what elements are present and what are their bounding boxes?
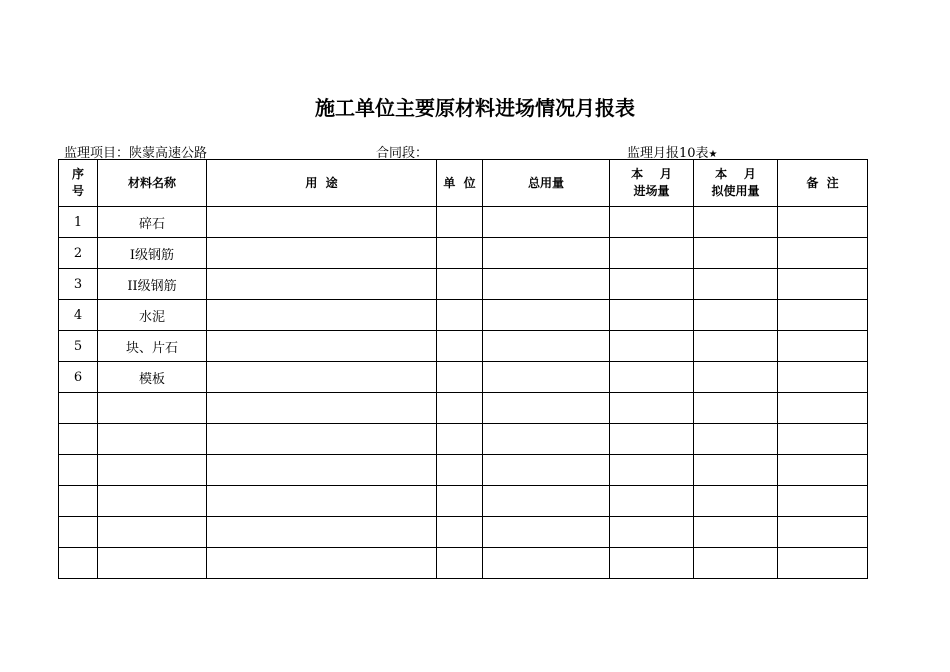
header-month-plan (694, 160, 778, 207)
header-seq-line-2: 号 (71, 184, 84, 198)
cell-remark (778, 517, 868, 548)
header-remark: 备 注 (778, 160, 868, 207)
table-row (59, 393, 868, 424)
cell-remark (778, 548, 868, 579)
cell-seq (59, 393, 98, 424)
table-row (59, 269, 868, 300)
cell-month-plan (694, 455, 778, 486)
table-row (59, 548, 868, 579)
cell-month-plan (694, 393, 778, 424)
cell-total (483, 548, 610, 579)
cell-material: 块、片石 (98, 331, 207, 362)
cell-material (98, 455, 207, 486)
cell-seq (59, 424, 98, 455)
table-row (59, 517, 868, 548)
cell-month-plan (694, 517, 778, 548)
cell-month-plan (694, 207, 778, 238)
cell-purpose (207, 517, 437, 548)
table-header-row (59, 160, 868, 207)
cell-month-plan (694, 300, 778, 331)
cell-month-in (610, 455, 694, 486)
table-row (59, 424, 868, 455)
cell-unit (437, 517, 483, 548)
cell-material (98, 548, 207, 579)
cell-remark (778, 300, 868, 331)
cell-remark (778, 424, 868, 455)
cell-material: I级钢筋 (98, 238, 207, 269)
cell-seq: 5 (59, 331, 98, 362)
header-month-plan-line-1: 本 月 (715, 167, 756, 181)
cell-seq: 2 (59, 238, 98, 269)
header-month-plan-line-2: 拟使用量 (711, 184, 760, 198)
cell-seq: 1 (59, 207, 98, 238)
cell-month-plan (694, 238, 778, 269)
cell-month-plan (694, 331, 778, 362)
cell-material: 模板 (98, 362, 207, 393)
project-label: 监理项目：陕蒙高速公路 (64, 146, 208, 161)
table-row (59, 455, 868, 486)
cell-unit (437, 269, 483, 300)
header-seq-line-1: 序 (71, 167, 84, 181)
cell-purpose (207, 269, 437, 300)
cell-month-plan (694, 424, 778, 455)
cell-remark (778, 486, 868, 517)
cell-month-plan (694, 548, 778, 579)
cell-purpose (207, 331, 437, 362)
cell-remark (778, 362, 868, 393)
cell-unit (437, 207, 483, 238)
table-row (59, 238, 868, 269)
cell-month-in (610, 424, 694, 455)
cell-purpose (207, 207, 437, 238)
cell-month-in (610, 207, 694, 238)
cell-seq: 4 (59, 300, 98, 331)
cell-seq (59, 548, 98, 579)
document-title: 施工单位主要原材料进场情况月报表 (315, 96, 635, 120)
cell-total (483, 300, 610, 331)
header-seq (59, 160, 98, 207)
header-material: 材料名称 (98, 160, 207, 207)
cell-month-in (610, 238, 694, 269)
cell-unit (437, 548, 483, 579)
table-row (59, 207, 868, 238)
cell-month-in (610, 269, 694, 300)
cell-seq (59, 486, 98, 517)
table-body (59, 207, 868, 579)
cell-unit (437, 393, 483, 424)
cell-total (483, 517, 610, 548)
cell-total (483, 269, 610, 300)
cell-seq (59, 455, 98, 486)
materials-table (58, 159, 868, 579)
header-total: 总用量 (483, 160, 610, 207)
cell-unit (437, 362, 483, 393)
cell-remark (778, 331, 868, 362)
cell-total (483, 424, 610, 455)
cell-month-in (610, 300, 694, 331)
cell-month-in (610, 331, 694, 362)
cell-unit (437, 486, 483, 517)
cell-seq: 3 (59, 269, 98, 300)
header-month-in (610, 160, 694, 207)
header-month-in-line-1: 本 月 (631, 167, 672, 181)
cell-total (483, 455, 610, 486)
table-row (59, 362, 868, 393)
cell-month-plan (694, 486, 778, 517)
cell-purpose (207, 393, 437, 424)
cell-total (483, 393, 610, 424)
cell-month-in (610, 548, 694, 579)
table-row (59, 300, 868, 331)
cell-unit (437, 238, 483, 269)
cell-month-plan (694, 269, 778, 300)
cell-remark (778, 269, 868, 300)
cell-seq (59, 517, 98, 548)
cell-total (483, 486, 610, 517)
header-purpose: 用 途 (207, 160, 437, 207)
cell-month-in (610, 517, 694, 548)
cell-material (98, 424, 207, 455)
cell-month-plan (694, 362, 778, 393)
header-unit: 单 位 (437, 160, 483, 207)
cell-purpose (207, 455, 437, 486)
cell-unit (437, 300, 483, 331)
report-label: 监理月报10表 (627, 146, 709, 161)
cell-remark (778, 455, 868, 486)
cell-purpose (207, 300, 437, 331)
cell-remark (778, 207, 868, 238)
cell-month-in (610, 362, 694, 393)
cell-unit (437, 455, 483, 486)
contract-label: 合同段： (376, 146, 429, 161)
cell-material: 碎石 (98, 207, 207, 238)
cell-material (98, 393, 207, 424)
table-row (59, 486, 868, 517)
cell-purpose (207, 238, 437, 269)
cell-purpose (207, 486, 437, 517)
cell-material: 水泥 (98, 300, 207, 331)
cell-seq: 6 (59, 362, 98, 393)
cell-unit (437, 424, 483, 455)
cell-material (98, 517, 207, 548)
cell-month-in (610, 393, 694, 424)
cell-purpose (207, 424, 437, 455)
cell-remark (778, 238, 868, 269)
cell-unit (437, 331, 483, 362)
cell-material (98, 486, 207, 517)
cell-remark (778, 393, 868, 424)
cell-material: II级钢筋 (98, 269, 207, 300)
table-row (59, 331, 868, 362)
cell-month-in (610, 486, 694, 517)
cell-purpose (207, 548, 437, 579)
star-icon: ★ (708, 149, 718, 160)
cell-total (483, 207, 610, 238)
cell-total (483, 238, 610, 269)
header-month-in-line-2: 进场量 (633, 184, 670, 198)
cell-total (483, 331, 610, 362)
cell-total (483, 362, 610, 393)
cell-purpose (207, 362, 437, 393)
